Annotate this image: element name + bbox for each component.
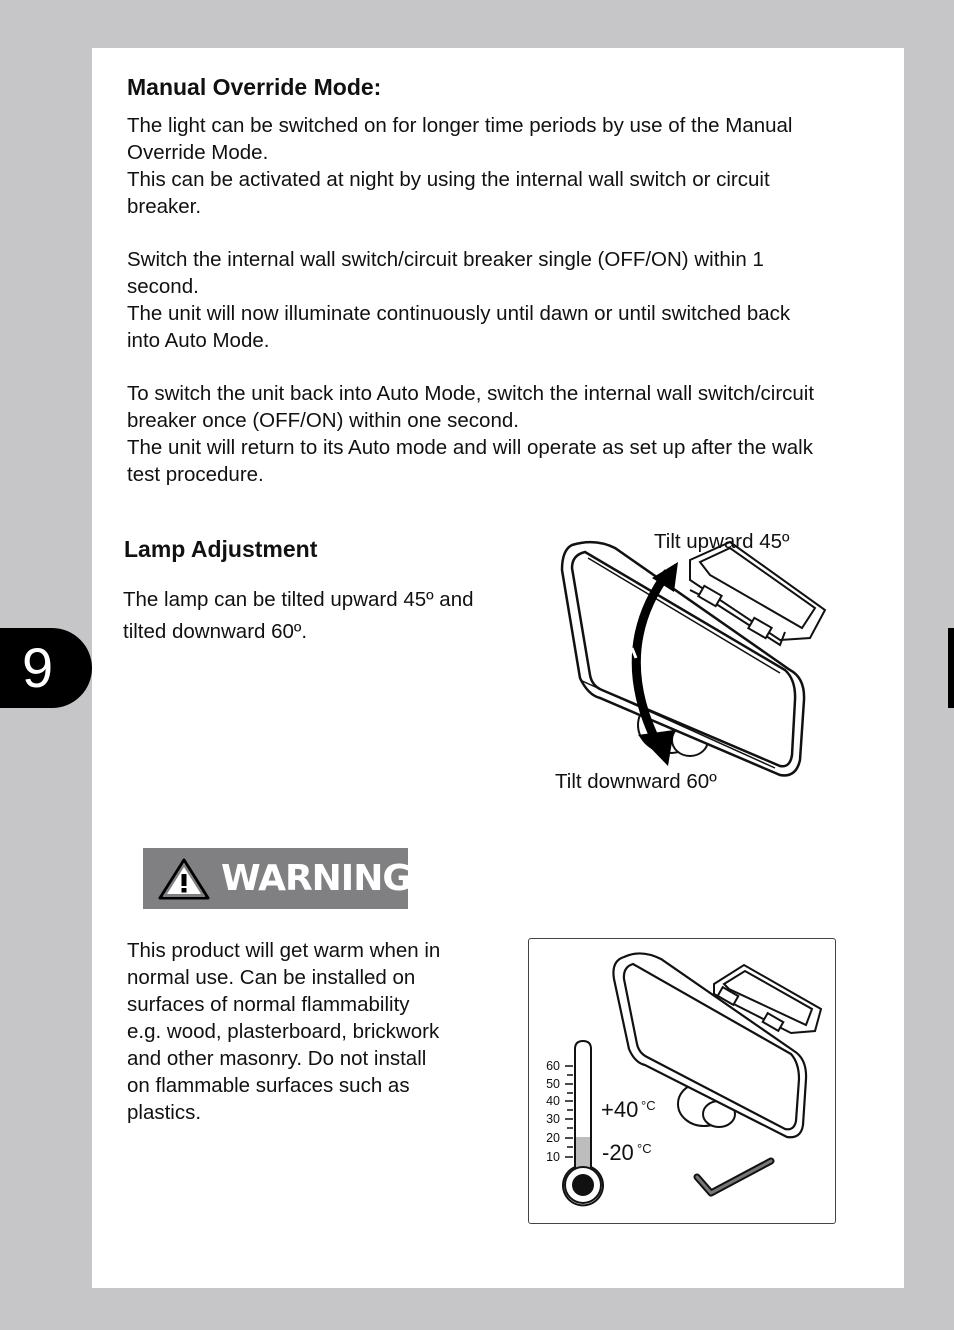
text-line: second. [127, 275, 199, 298]
text-line: plastics. [127, 1101, 202, 1124]
text-line: Override Mode. [127, 141, 269, 164]
override-paragraph-2 [127, 246, 790, 354]
lamp-adjustment-heading: Lamp Adjustment [124, 536, 318, 562]
thermometer-icon [563, 1041, 603, 1205]
lamp-tilt-illustration [540, 530, 840, 790]
warning-text [127, 937, 440, 1126]
text-line: The light can be switched on for longer time periods by use of the Manual [127, 114, 793, 137]
scale-label: 20 [546, 1131, 560, 1145]
page-number-tab: 9 [0, 628, 92, 708]
text-line: The lamp can be tilted upward 45º and [123, 588, 474, 611]
text-line: The unit will now illuminate continuously until dawn or until switched back [127, 302, 791, 325]
lamp-adjustment-text [123, 584, 474, 648]
temp-high: +40 [601, 1097, 639, 1122]
scale-label: 60 [546, 1059, 560, 1073]
override-paragraph-1 [127, 112, 793, 220]
scale-label: 50 [546, 1077, 560, 1091]
lamp-temperature-illustration [529, 939, 835, 1223]
text-line: and other masonry. Do not install [127, 1047, 427, 1070]
temp-unit: °C [637, 1141, 652, 1156]
temperature-illustration-box [528, 938, 836, 1224]
scale-label: 10 [546, 1150, 560, 1164]
text-line: To switch the unit back into Auto Mode, switch the internal wall switch/circuit [127, 382, 815, 405]
text-line: breaker once (OFF/ON) within one second. [127, 409, 519, 432]
scale-label: 40 [546, 1094, 560, 1108]
text-line: test procedure. [127, 463, 264, 486]
text-line: This product will get warm when in [127, 939, 441, 962]
text-line: tilted downward 60º. [123, 620, 308, 643]
override-paragraph-3 [127, 380, 814, 488]
warning-badge [143, 848, 411, 909]
tilt-up-label: Tilt upward 45º [654, 530, 790, 553]
text-line: surfaces of normal flammability [127, 993, 410, 1016]
text-line: on flammable surfaces such as [127, 1074, 410, 1097]
edge-thumb-mark [948, 628, 954, 708]
text-line: normal use. Can be installed on [127, 966, 416, 989]
text-line: The unit will return to its Auto mode and will operate as set up after the walk [127, 436, 813, 459]
text-line: e.g. wood, plasterboard, brickwork [127, 1020, 440, 1043]
temp-unit: °C [641, 1098, 656, 1113]
text-line: Switch the internal wall switch/circuit breaker single (OFF/ON) within 1 [127, 248, 764, 271]
text-line: breaker. [127, 195, 202, 218]
temp-low: -20 [602, 1140, 634, 1165]
warning-triangle-icon [157, 857, 211, 901]
scale-label: 30 [546, 1112, 560, 1126]
text-line: into Auto Mode. [127, 329, 270, 352]
warning-label: WARNING [221, 858, 411, 899]
tilt-down-label: Tilt downward 60º [555, 770, 717, 793]
text-line: This can be activated at night by using the internal wall switch or circuit [127, 168, 770, 191]
manual-override-heading: Manual Override Mode: [127, 74, 382, 100]
